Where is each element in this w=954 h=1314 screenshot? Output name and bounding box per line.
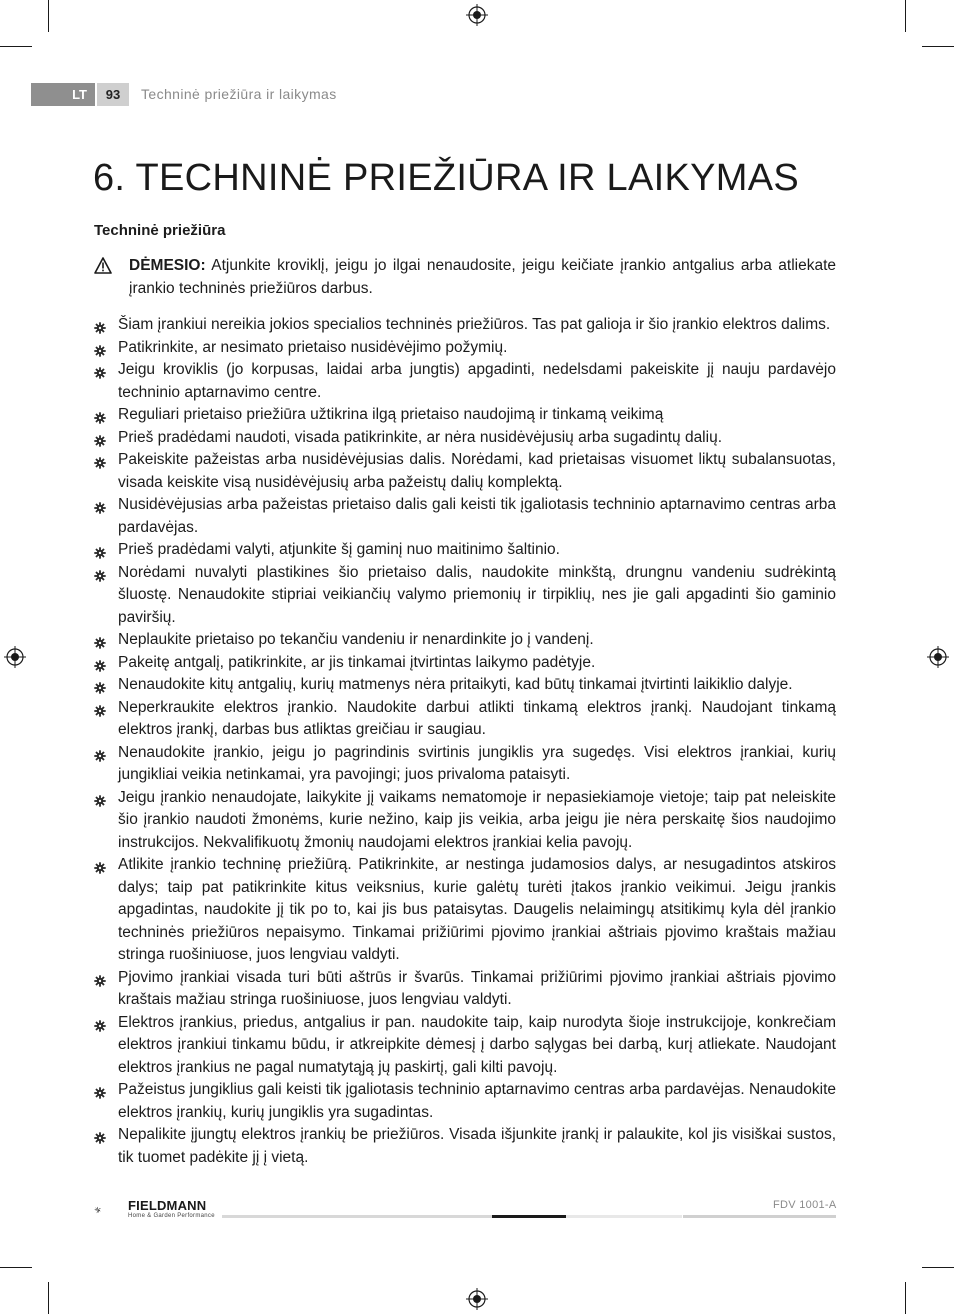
list-item — [94, 314, 836, 337]
gear-bullet-icon — [94, 319, 106, 331]
crop-mark — [922, 46, 954, 47]
crop-mark — [922, 1267, 954, 1268]
list-item — [94, 854, 836, 967]
gear-bullet-icon — [94, 972, 106, 984]
list-item — [94, 629, 836, 652]
page-header — [31, 83, 131, 106]
list-item — [94, 967, 836, 1012]
gear-bullet-icon — [94, 679, 106, 691]
gear-bullet-icon — [94, 792, 106, 804]
footer-rule — [222, 1215, 492, 1218]
gear-bullet-icon — [94, 544, 106, 556]
list-item — [94, 1079, 836, 1124]
maintenance-list — [94, 314, 836, 1169]
registration-mark-icon — [927, 646, 949, 668]
gear-bullet-icon — [94, 364, 106, 376]
list-item-text: Patikrinkite, ar nesimato prietaiso nusidėvėjimo požymių. — [118, 338, 508, 356]
list-item-text: Elektros įrankius, priedus, antgalius ir pan. naudokite taip, kaip nurodyta šioje instrukcijoje, konkrečiam elektros įrankiui tinkamu būdu, ir atkreipkite dėmesį į darbo sąlygas bei darbą, kurį atliekate. Naudojant elektros įrankius ne pagal numatytąją jų paskirtį, gali kilti pavojų. — [118, 1013, 836, 1076]
warning-label: DĖMESIO: — [129, 257, 206, 274]
gear-bullet-icon — [94, 499, 106, 511]
list-item-text: Reguliari prietaiso priežiūra užtikrina ilgą prietaiso naudojimą ir tinkamą veikimą — [118, 406, 664, 423]
gear-bullet-icon — [94, 657, 106, 669]
fieldmann-logo-icon — [94, 1195, 126, 1225]
list-item-text: Atlikite įrankio techninę priežiūrą. Patikrinkite, ar nestinga judamosios dalys, ar nesugadintos atskiros dalys; taip pat patikrinkite kitus veiksnius, kurie galėtų turėti įtakos įrankio veikimui. Jeigu įrankis apgadintas, naudokite jį tik po to, kai jis bus pataisytas. Daugelis nelaimingų atsitikimų kyla dėl įrankio techninės priežiūros nepaisymo. Tinkamai prižiūrimi pjovimo įrankiai aštriais pjovimo kraštais mažiau stringa ruošiniuose, juos lengviau valdyti. — [118, 856, 836, 963]
list-item-text: Prieš pradėdami valyti, atjunkite šį gaminį nuo maitinimo šaltinio. — [118, 541, 560, 558]
list-item-text: Nusidėvėjusias arba pažeistas prietaiso dalis gali keisti tik įgaliotasis techninio aptarnavimo centras arba pardavėjas. — [118, 496, 836, 536]
gear-bullet-icon — [94, 747, 106, 759]
gear-bullet-icon — [94, 702, 106, 714]
crop-mark — [0, 46, 32, 47]
list-item — [94, 539, 836, 562]
list-item-text: Norėdami nuvalyti plastikines šio prietaiso dalis, naudokite minkštą, drungnu vandeniu sudrėkintą šluostę. Nenaudokite stipriai veikiančių valymo priemonių ir tirpiklių, nes jie gali apgadinti šio gaminio paviršių. — [118, 563, 836, 626]
footer-rule — [683, 1215, 836, 1218]
list-item — [94, 652, 836, 675]
list-item — [94, 337, 836, 360]
section-subheading: Techninė priežiūra — [94, 222, 226, 239]
footer-rule-accent — [492, 1215, 566, 1218]
list-item — [94, 404, 836, 427]
gear-bullet-icon — [94, 1129, 106, 1141]
gear-bullet-icon — [94, 859, 106, 871]
page-title: 6. TECHNINĖ PRIEŽIŪRA IR LAIKYMAS — [93, 157, 800, 199]
gear-bullet-icon — [94, 1017, 106, 1029]
list-item — [94, 787, 836, 855]
warning-triangle-icon — [94, 257, 112, 274]
list-item — [94, 697, 836, 742]
list-item-text: Jeigu kroviklis (jo korpusas, laidai arba jungtis) apgadinti, nedelsdami pakeiskite jį nauju pardavėjo techninio aptarnavimo centre. — [118, 361, 836, 401]
list-item — [94, 494, 836, 539]
list-item — [94, 1012, 836, 1080]
list-item-text: Prieš pradėdami naudoti, visada patikrinkite, ar nėra nusidėvėjusių arba sugadintų dalių. — [118, 428, 723, 446]
brand-tagline: Home & Garden Performance — [128, 1213, 215, 1219]
list-item-text: Jeigu įrankio nenaudojate, laikykite jį vaikams nematomoje ir nepasiekiamoje vietoje; taip pat neleiskite šio įrankio naudoti žmonėms, kurie nežino, kaip jis veikia, arba jeigu jie nėra perskaitę šios naudojimo instrukcijos. Nekvalifikuotų žmonių naudojami elektros įrankiai kelia pavojų. — [118, 788, 836, 851]
page-number: 93 — [97, 83, 129, 106]
warning-text — [129, 254, 836, 300]
brand-name: FIELDMANN — [128, 1198, 207, 1213]
crop-mark — [0, 1267, 32, 1268]
crop-mark — [48, 0, 49, 32]
list-item-text: Šiam įrankiui nereikia jokios specialios techninės priežiūros. Tas pat galioja ir šio įrankio elektros dalims. — [118, 316, 831, 333]
gear-bullet-icon — [94, 1084, 106, 1096]
list-item — [94, 359, 836, 404]
list-item — [94, 674, 836, 697]
list-item — [94, 562, 836, 630]
list-item-text: Pakeitę antgalį, patikrinkite, ar jis tinkamai įtvirtintas laikymo padėtyje. — [118, 653, 596, 671]
gear-bullet-icon — [94, 454, 106, 466]
list-item-text: Pjovimo įrankiai visada turi būti aštrūs ir švarūs. Tinkamai prižiūrimi pjovimo įrankiai aštriais pjovimo kraštais mažiau stringa ruošiniuose, juos lengviau valdyti. — [118, 968, 836, 1008]
registration-mark-icon — [4, 646, 26, 668]
list-item — [94, 449, 836, 494]
running-header-title: Techninė priežiūra ir laikymas — [141, 86, 337, 102]
gear-bullet-icon — [94, 342, 106, 354]
model-number: FDV 1001-A — [773, 1199, 837, 1211]
list-item-text: Nenaudokite įrankio, jeigu jo pagrindinis svirtinis jungiklis yra sugedęs. Visi elektros įrankiai, kurių jungikliai veikia netinkamai, yra pavojingi; juos privaloma pataisyti. — [118, 743, 836, 783]
list-item-text: Pažeistus jungiklius gali keisti tik įgaliotasis techninio aptarnavimo centras arba pardavėjas. Nenaudokite elektros įrankių, kurių jungiklis yra sugadintas. — [118, 1081, 836, 1121]
list-item-text: Nepalikite įjungtų elektros įrankių be priežiūros. Visada išjunkite įrankį ir palaukite, kol jis visiškai sustos, tik tuomet padėkite jį į vietą. — [118, 1126, 836, 1166]
footer-rule — [566, 1215, 682, 1218]
list-item-text: Neplaukite prietaiso po tekančiu vandeniu ir nenardinkite jo į vandenį. — [118, 631, 594, 648]
list-item-text: Nenaudokite kitų antgalių, kurių matmenys nėra pritaikyti, kad būtų tinkamai įtvirtinti laikiklio dalyje. — [118, 676, 793, 693]
language-badge: LT — [31, 83, 95, 106]
gear-bullet-icon — [94, 432, 106, 444]
warning-body: Atjunkite kroviklį, jeigu jo ilgai nenaudosite, jeigu keičiate įrankio antgalius arba atliekate įrankio techninės priežiūros darbus. — [129, 257, 836, 297]
list-item — [94, 427, 836, 450]
gear-bullet-icon — [94, 634, 106, 646]
gear-bullet-icon — [94, 567, 106, 579]
list-item-text: Neperkraukite elektros įrankio. Naudokite darbui atlikti tinkamą elektros įrankį. Naudojant tinkamą elektros įrankį, darbas bus atliktas greičiau ir saugiau. — [118, 698, 836, 738]
registration-mark-icon — [466, 4, 488, 26]
crop-mark — [905, 1282, 906, 1314]
crop-mark — [905, 0, 906, 32]
crop-mark — [48, 1282, 49, 1314]
list-item-text: Pakeiskite pažeistas arba nusidėvėjusias dalis. Norėdami, kad prietaisas visuomet liktų subalansuotas, visada keiskite visą nusidėvėjusių arba pažeistų dalių komplektą. — [118, 451, 836, 491]
registration-mark-icon — [466, 1288, 488, 1310]
list-item — [94, 1124, 836, 1169]
warning-notice — [94, 254, 836, 300]
gear-bullet-icon — [94, 409, 106, 421]
list-item — [94, 742, 836, 787]
